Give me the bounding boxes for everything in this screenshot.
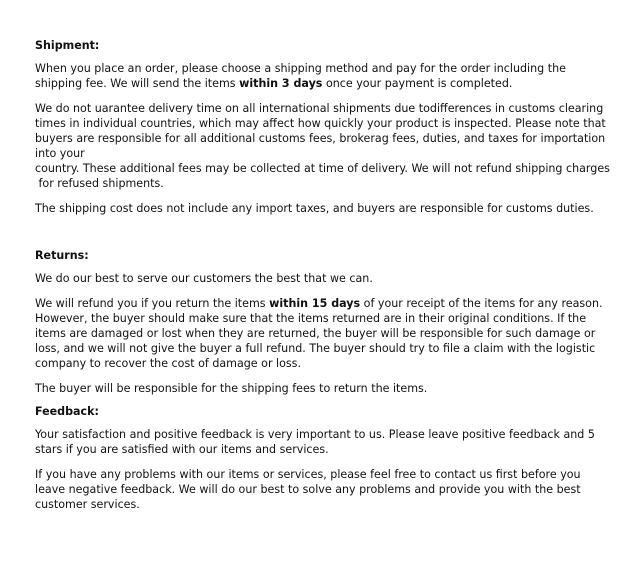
shipment-p1-text-a: When you place an order, please choose a shipping method and pay for the order including the shipping fee. We will send the items [35, 62, 566, 90]
returns-paragraph-1: We do our best to serve our customers the best that we can. [35, 272, 373, 285]
returns-p2-line [35, 296, 615, 311]
shipment-paragraph-3: The shipping cost does not include any import taxes, and buyers are responsible for customs duties. [35, 202, 594, 215]
returns-heading: Returns: [35, 249, 89, 262]
returns-paragraph-2 [35, 296, 615, 371]
returns-p2-text-b: of your receipt of the items for any reason. [360, 297, 603, 310]
shipment-p2-line: for refused shipments. [35, 177, 164, 190]
shipment-p1-bold: within 3 days [239, 77, 323, 90]
shipment-p1-text-b: once your payment is completed. [322, 77, 513, 90]
feedback-p2-line: If you have any problems with our items or services, please feel free to contact us first before you [35, 468, 581, 481]
feedback-p1-line: stars if you are satisfied with our items and services. [35, 443, 329, 456]
returns-p2-text-a: We will refund you if you return the items [35, 297, 270, 310]
feedback-p2-line: customer services. [35, 498, 140, 511]
returns-p2-line: items are damaged or lost when they are returned, the buyer will be responsible for such damage or [35, 327, 596, 340]
returns-p2-line: company to recover the cost of damage or loss. [35, 357, 301, 370]
returns-p2-bold: within 15 days [269, 297, 361, 310]
shipment-paragraph-2 [35, 101, 615, 191]
shipment-p2-line: We do not uarantee delivery time on all international shipments due todifferences in customs clearing [35, 102, 604, 115]
feedback-paragraph-1 [35, 427, 615, 457]
feedback-paragraph-2 [35, 467, 615, 512]
returns-paragraph-3: The buyer will be responsible for the shipping fees to return the items. [35, 382, 428, 395]
feedback-p2-line: leave negative feedback. We will do our best to solve any problems and provide you with the best [35, 483, 581, 496]
shipment-p2-line: into your [35, 147, 85, 160]
feedback-heading: Feedback: [35, 405, 99, 418]
shipment-p2-line: buyers are responsible for all additional customs fees, brokerag fees, duties, and taxes for importation [35, 132, 606, 145]
feedback-p1-line: Your satisfaction and positive feedback is very important to us. Please leave positive feedback and 5 [35, 428, 595, 441]
shipment-p2-line: country. These additional fees may be collected at time of delivery. We will not refund shipping charges [35, 162, 610, 175]
policy-document [35, 38, 615, 512]
shipment-paragraph-1 [35, 61, 615, 91]
shipment-heading: Shipment: [35, 39, 100, 52]
returns-p2-line: loss, and we will not give the buyer a full refund. The buyer should try to file a claim with the logistic [35, 342, 596, 355]
returns-p2-line: However, the buyer should make sure that the items returned are in their original conditions. If the [35, 312, 587, 325]
shipment-p2-line: times in individual countries, which may affect how quickly your product is inspected. Please note that [35, 117, 606, 130]
